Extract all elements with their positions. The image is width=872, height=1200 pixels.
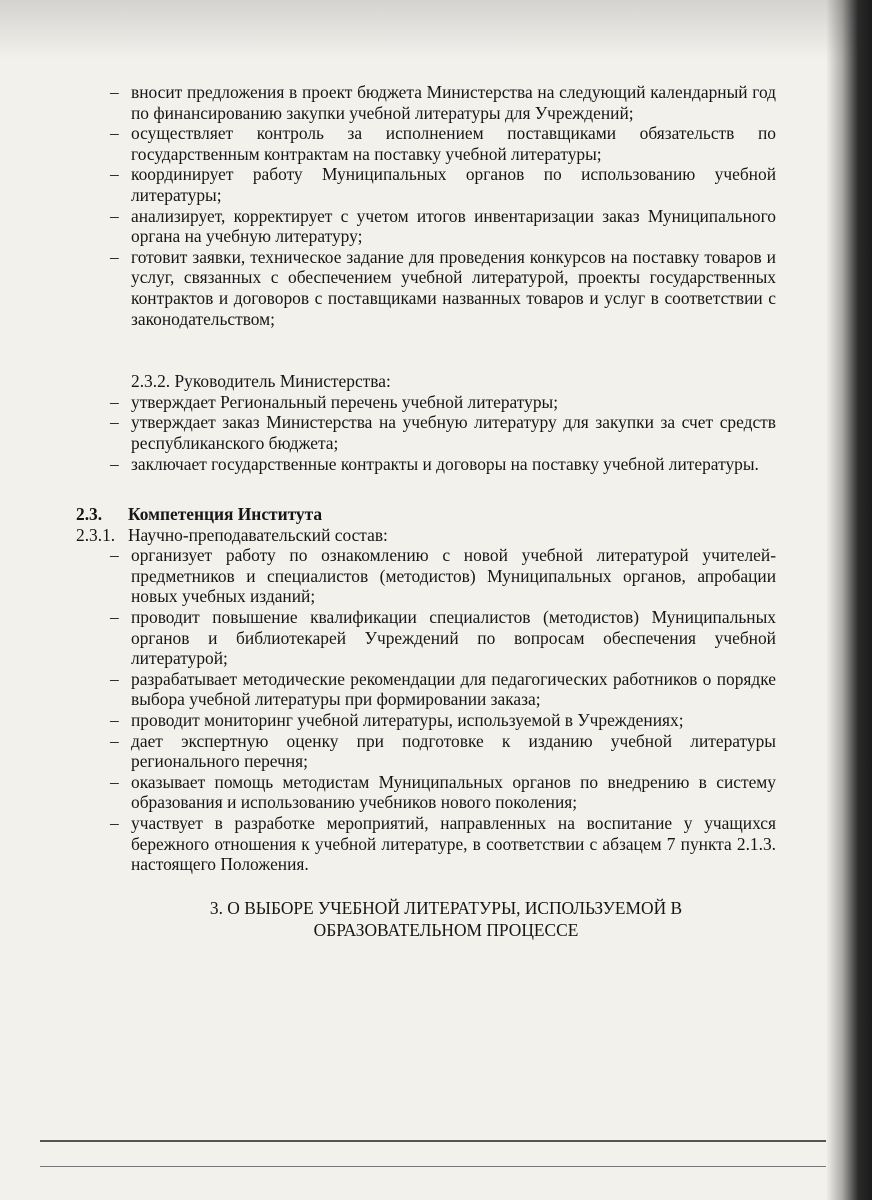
list-item: – утверждает заказ Министерства на учебную литературу для закупки за счет средств республиканского бюджета;	[76, 412, 776, 453]
duties-list-2-3-1	[76, 545, 776, 875]
scan-line-2	[40, 1166, 826, 1167]
subsection-number: 2.3.1.	[76, 524, 116, 545]
subsection-2-3-2-heading: 2.3.2. Руководитель Министерства:	[131, 371, 391, 392]
list-item: – готовит заявки, техническое задание для проведения конкурсов на поставку товаров и услуг, связанных с обеспечением учебной литературой, проекты государственных контрактов и договоров с поставщиками названных товаров и услуг в соответствии с законодательством;	[76, 247, 776, 329]
list-item: – разрабатывает методические рекомендации для педагогических работников о порядке выбора учебной литературы при формировании заказа;	[76, 669, 776, 710]
scan-shadow-right	[826, 0, 872, 1200]
list-item: – координирует работу Муниципальных органов по использованию учебной литературы;	[76, 164, 776, 205]
scan-shadow-top	[0, 0, 872, 60]
subsection-2-3-1-heading	[76, 525, 776, 546]
list-item: – организует работу по ознакомлению с новой учебной литературой учителей-предметников и специалистов (методистов) Муниципальных органов, апробации новых учебных изданий;	[76, 545, 776, 607]
chapter-3-title	[76, 897, 776, 941]
scan-line-1	[40, 1140, 826, 1142]
list-item: – дает экспертную оценку при подготовке к изданию учебной литературы регионального перечня;	[76, 731, 776, 772]
list-item: – утверждает Региональный перечень учебной литературы;	[76, 392, 776, 413]
duties-list-top	[76, 82, 776, 329]
subsection-title: Научно-преподавательский состав:	[128, 524, 388, 545]
list-item: – осуществляет контроль за исполнением поставщиками обязательств по государственным контрактам на поставку учебной литературы;	[76, 123, 776, 164]
list-item: – проводит повышение квалификации специалистов (методистов) Муниципальных органов и библиотекарей Учреждений по вопросам обеспечения учебной литературой;	[76, 607, 776, 669]
chapter-title-line-1: 3. О ВЫБОРЕ УЧЕБНОЙ ЛИТЕРАТУРЫ, ИСПОЛЬЗУЕМОЙ В	[209, 897, 683, 918]
list-item: – участвует в разработке мероприятий, направленных на воспитание у учащихся бережного отношения к учебной литературе, в соответствии с абзацем 7 пункта 2.1.3. настоящего Положения.	[76, 813, 776, 875]
section-number: 2.3.	[76, 504, 103, 525]
document-page	[76, 82, 776, 941]
section-2-3-heading	[76, 504, 776, 525]
list-item: – заключает государственные контракты и договоры на поставку учебной литературы.	[76, 454, 776, 475]
list-item: – анализирует, корректирует с учетом итогов инвентаризации заказ Муниципального органа на учебную литературу;	[76, 206, 776, 247]
chapter-title-line-2: ОБРАЗОВАТЕЛЬНОМ ПРОЦЕССЕ	[313, 919, 579, 940]
section-title: Компетенция Института	[128, 504, 323, 525]
duties-list-2-3-2	[76, 392, 776, 474]
list-item: – оказывает помощь методистам Муниципальных органов по внедрению в систему образования и использованию учебников нового поколения;	[76, 772, 776, 813]
list-item: – вносит предложения в проект бюджета Министерства на следующий календарный год по финансированию закупки учебной литературы для Учреждений;	[76, 82, 776, 123]
list-item: – проводит мониторинг учебной литературы, используемой в Учреждениях;	[76, 710, 776, 731]
